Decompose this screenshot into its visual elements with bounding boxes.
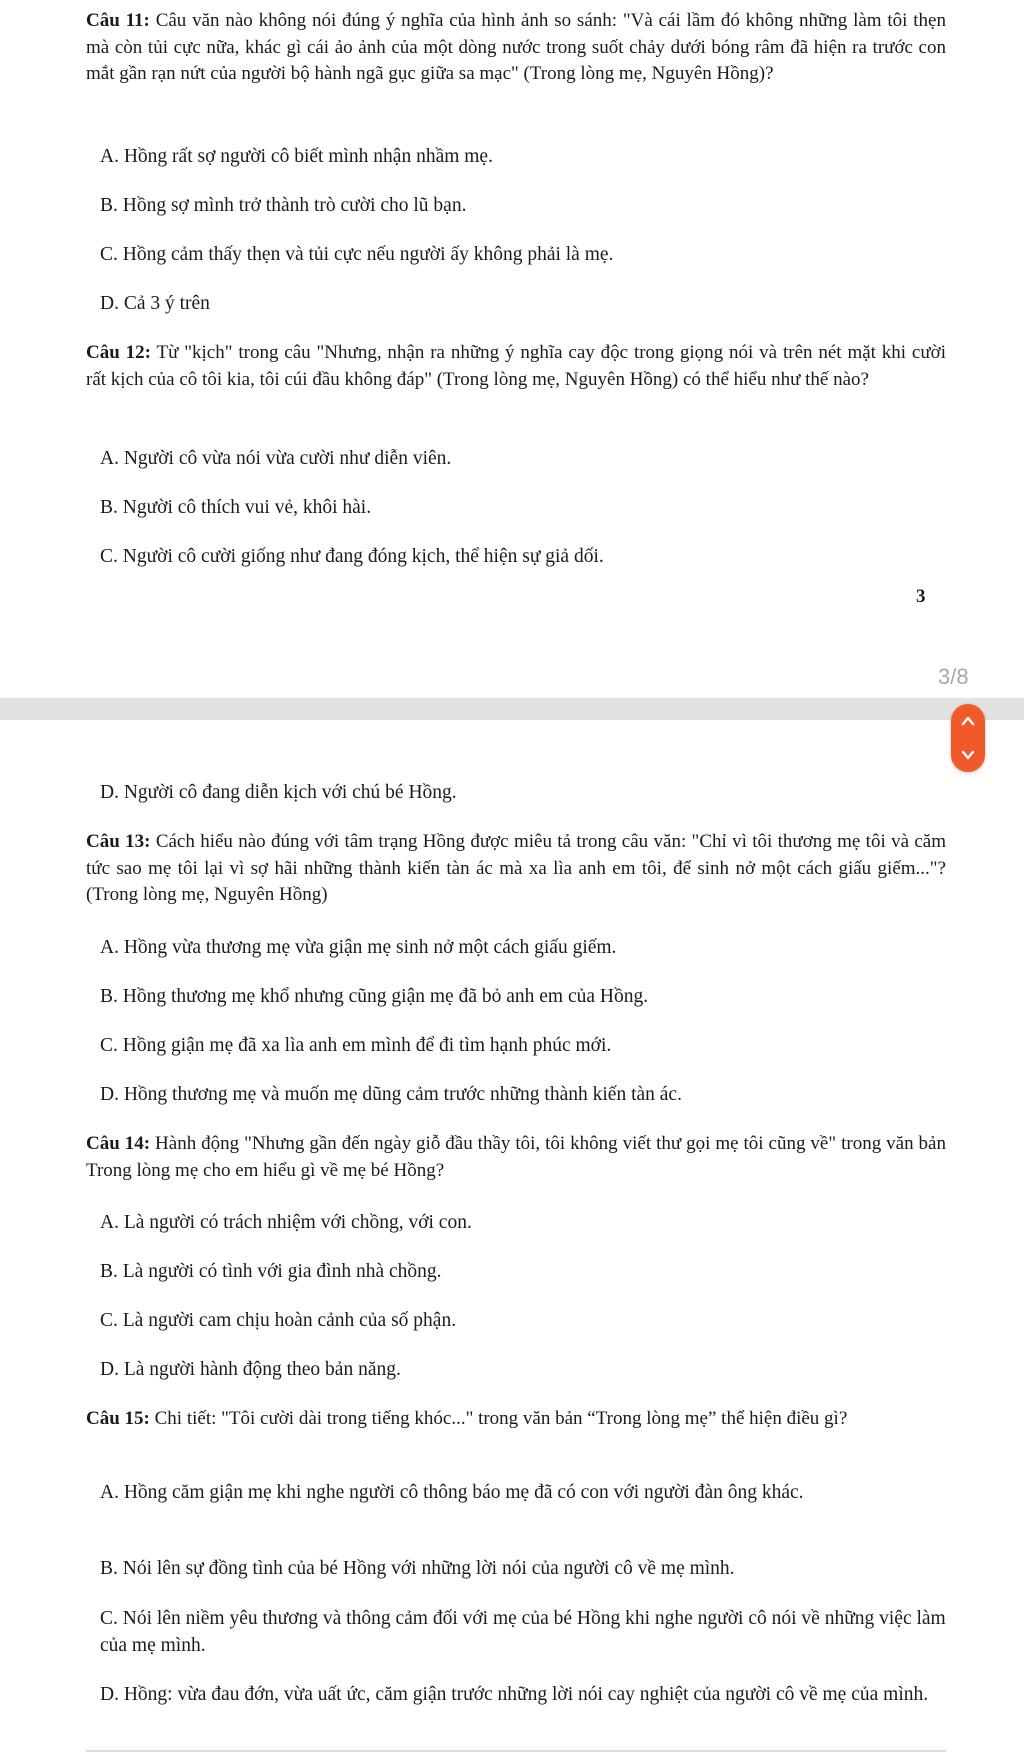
question-14-text: Hành động "Nhưng gần đến ngày giỗ đầu thầy tôi, tôi không viết thư gọi mẹ tôi cũng về" trong văn bản Trong lòng mẹ cho em hiểu gì về mẹ bé Hồng? <box>86 1133 946 1181</box>
q14-option-d: D. Là người hành động theo bản năng. <box>100 1359 401 1380</box>
q14-option-b: B. Là người có tình với gia đình nhà chồng. <box>100 1261 442 1282</box>
page-nav-control <box>951 704 985 772</box>
q12-option-d: D. Người cô đang diễn kịch với chú bé Hồng. <box>100 782 457 803</box>
page-counter: 3/8 <box>938 664 969 689</box>
q14-option-a: A. Là người có trách nhiệm với chồng, với con. <box>100 1212 472 1233</box>
pdf-page-3 <box>0 0 1024 698</box>
question-14 <box>86 1131 946 1184</box>
q11-option-b: B. Hồng sợ mình trở thành trò cười cho lũ bạn. <box>100 195 467 216</box>
page-separator <box>0 698 1024 720</box>
q11-option-a: A. Hồng rất sợ người cô biết mình nhận nhầm mẹ. <box>100 146 493 167</box>
q12-option-a: A. Người cô vừa nói vừa cười như diễn viên. <box>100 448 452 469</box>
next-page-button[interactable] <box>951 738 985 772</box>
question-15-label: Câu 15: <box>86 1408 150 1429</box>
q15-option-a: A. Hồng căm giận mẹ khi nghe người cô thông báo mẹ đã có con với người đàn ông khác. <box>100 1482 804 1503</box>
question-12 <box>86 340 946 393</box>
pdf-page-4 <box>0 720 1024 1762</box>
q13-option-a: A. Hồng vừa thương mẹ vừa giận mẹ sinh nở một cách giấu giếm. <box>100 937 617 958</box>
page-bottom-edge <box>86 1750 946 1752</box>
q11-option-c: C. Hồng cảm thấy thẹn và tủi cực nếu người ấy không phải là mẹ. <box>100 244 614 265</box>
question-11-text: Câu văn nào không nói đúng ý nghĩa của hình ảnh so sánh: "Và cái lầm đó không những làm tôi thẹn mà còn tủi cực nữa, khác gì cái ảo ảnh của một dòng nước trong suốt chảy dưới bóng râm đã hiện ra trước con mắt gần rạn nứt của người bộ hành ngã gục giữa sa mạc" (Trong lòng mẹ, Nguyên Hồng)? <box>86 10 946 84</box>
q14-option-c: C. Là người cam chịu hoàn cảnh của số phận. <box>100 1310 457 1331</box>
previous-page-button[interactable] <box>951 704 985 738</box>
q15-option-b: B. Nói lên sự đồng tình của bé Hồng với những lời nói của người cô về mẹ mình. <box>100 1558 735 1579</box>
question-13 <box>86 829 946 909</box>
q15-option-c: C. Nói lên niềm yêu thương và thông cảm đối với mẹ của bé Hồng khi nghe người cô nói về những việc làm của mẹ mình. <box>100 1608 946 1656</box>
question-12-text: Từ "kịch" trong câu "Nhưng, nhận ra những ý nghĩa cay độc trong giọng nói và trên nét mặt khi cười rất kịch của cô tôi kia, tôi cúi đầu không đáp" (Trong lòng mẹ, Nguyên Hồng) có thể hiểu như thế nào? <box>86 342 946 390</box>
q15-option-d: D. Hồng: vừa đau đớn, vừa uất ức, căm giận trước những lời nói cay nghiệt của người cô về mẹ của mình. <box>100 1684 929 1705</box>
question-15 <box>86 1406 946 1433</box>
q12-option-c: C. Người cô cười giống như đang đóng kịch, thể hiện sự giả dối. <box>100 546 604 567</box>
q13-option-d: D. Hồng thương mẹ và muốn mẹ dũng cảm trước những thành kiến tàn ác. <box>100 1084 682 1105</box>
page-number: 3 <box>916 586 926 607</box>
q12-option-b: B. Người cô thích vui vẻ, khôi hài. <box>100 497 372 518</box>
q13-option-b: B. Hồng thương mẹ khổ nhưng cũng giận mẹ đã bỏ anh em của Hồng. <box>100 986 649 1007</box>
question-13-text: Cách hiểu nào đúng với tâm trạng Hồng được miêu tả trong câu văn: "Chỉ vì tôi thương mẹ tôi và căm tức sao mẹ tôi lại vì sợ hãi những thành kiến tàn ác mà xa lìa anh em tôi, để sinh nở một cách giấu giếm..."? (Trong lòng mẹ, Nguyên Hồng) <box>86 831 946 905</box>
question-11 <box>86 8 946 88</box>
question-11-label: Câu 11: <box>86 10 150 31</box>
q11-option-d: D. Cả 3 ý trên <box>100 293 210 314</box>
question-13-label: Câu 13: <box>86 831 151 852</box>
question-12-label: Câu 12: <box>86 342 151 363</box>
question-15-text: Chi tiết: "Tôi cười dài trong tiếng khóc..." trong văn bản “Trong lòng mẹ” thể hiện điều gì? <box>149 1408 848 1429</box>
q13-option-c: C. Hồng giận mẹ đã xa lìa anh em mình để đi tìm hạnh phúc mới. <box>100 1035 612 1056</box>
chevron-up-icon <box>960 713 976 729</box>
question-14-label: Câu 14: <box>86 1133 151 1154</box>
chevron-down-icon <box>960 747 976 763</box>
